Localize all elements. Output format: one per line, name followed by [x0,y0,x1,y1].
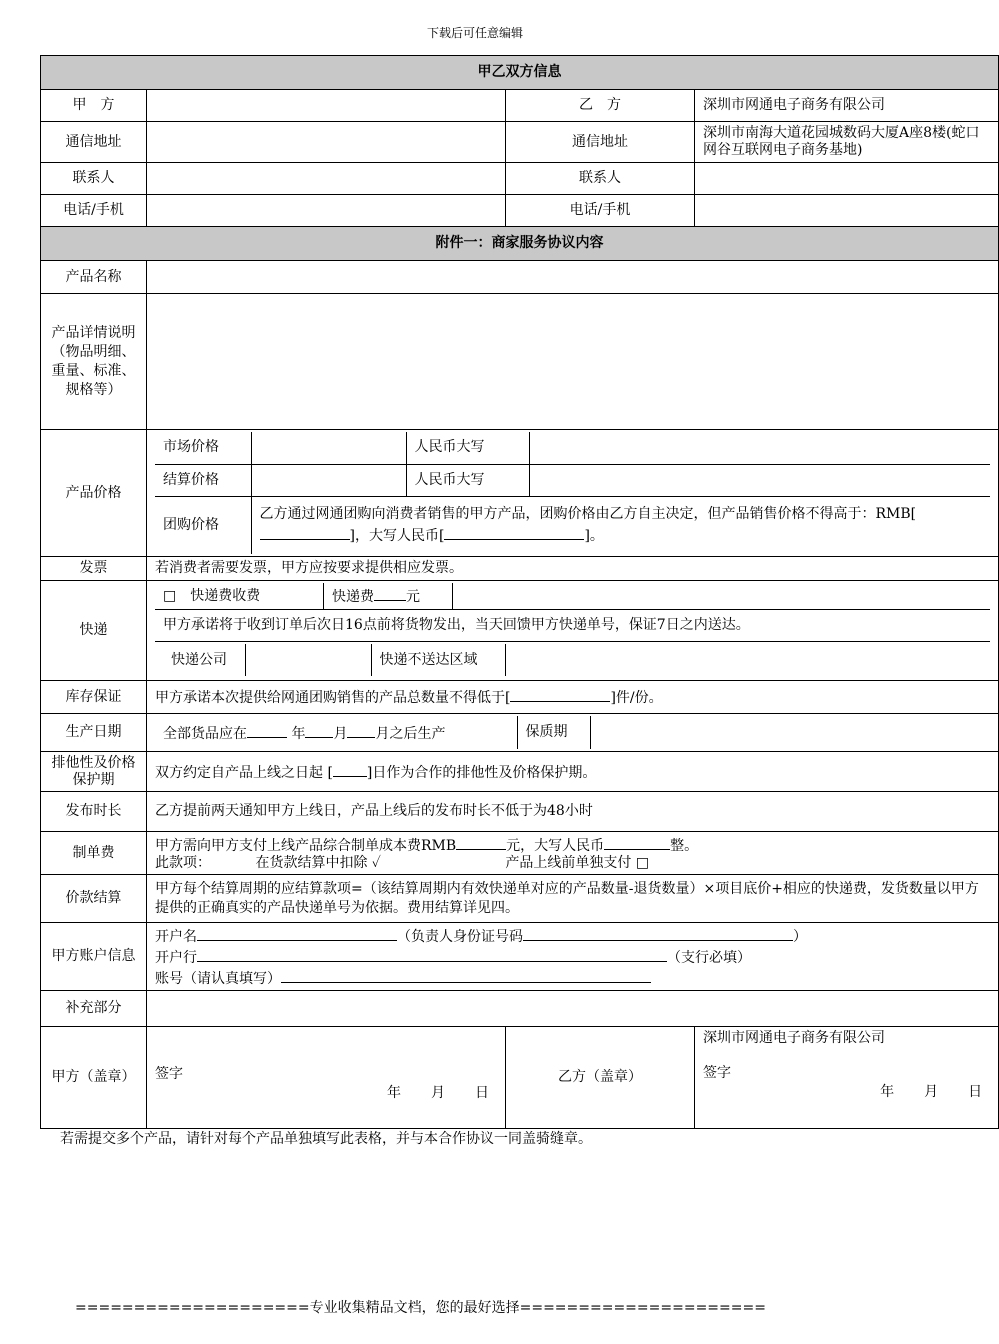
party-b-label: 乙 方 [506,90,695,122]
settle-price-label: 结算价格 [155,464,251,496]
express-company-field[interactable] [245,644,371,676]
party-a-address-field[interactable] [147,122,506,163]
product-detail-label: 产品详情说明（物品明细、重量、标准、规格等） [41,294,147,430]
stock-label: 库存保证 [41,681,147,714]
production-year-label: 年 [291,725,306,742]
party-a-contact-label: 联系人 [41,163,147,195]
group-price-text-3: ]。 [584,527,604,544]
group-price-rmb-field[interactable] [260,524,350,540]
express-no-area-label: 快递不送达区域 [371,644,505,676]
account-bank-note: （支行必填） [667,950,751,966]
sign-a-block [147,1027,506,1129]
account-block [147,923,999,991]
express-company-label: 快递公司 [171,651,227,668]
footer-note: 若需提交多个产品，请针对每个产品单独填写此表格，并与本合作协议一同盖骑缝章。 [60,1131,592,1147]
account-label: 甲方账户信息 [41,923,147,991]
group-price-label: 团购价格 [163,516,219,533]
market-price-field[interactable] [251,432,406,464]
account-name-label: 开户名 [155,929,197,945]
production-date-text [155,716,517,749]
group-price-text [251,496,990,554]
express-no-area-field[interactable] [505,644,982,676]
express-fee-blank [453,583,991,610]
sign-b-sign-label: 签字 [703,1065,731,1081]
party-b-phone-field[interactable] [695,195,999,227]
exclusive-text-1: 双方约定自产品上线之日起 [ [155,764,333,781]
supplement-label: 补充部分 [41,991,147,1027]
invoice-label: 发票 [41,557,147,581]
stock-text-1: 甲方承诺本次提供给网通团购销售的产品总数量不得低于[ [155,690,511,706]
fee-text-2: 元，大写人民币 [506,838,605,854]
publish-text: 乙方提前两天通知甲方上线日，产品上线后的发布时长不低于为48小时 [147,792,999,832]
agreement-form-table [40,55,999,1129]
fee-text-3: 整。 [670,838,699,854]
settle-price-caps-field[interactable] [529,464,990,496]
party-a-phone-field[interactable] [147,195,506,227]
party-b-contact-label: 联系人 [506,163,695,195]
party-b-phone-label: 电话/手机 [506,195,695,227]
express-company-row [155,642,990,679]
sign-a-sign-label: 签字 [155,1066,183,1082]
fee-caps-field[interactable] [604,834,670,850]
account-id-close: ） [793,929,807,945]
express-fee-checkbox[interactable]: □ 快递费收费 [155,583,324,610]
production-text-2: 月之后生产 [375,725,446,742]
account-number-label: 账号（请认真填写） [155,971,281,987]
sign-a-label: 甲方（盖章） [41,1027,147,1129]
publish-label: 发布时长 [41,792,147,832]
fee-option-deduct[interactable]: 在货款结算中扣除 ✓ [255,855,381,871]
sign-a-month: 月 [431,1085,445,1101]
express-fee-amount [324,583,453,610]
product-detail-field[interactable] [147,294,999,430]
section-title-parties: 甲乙双方信息 [41,56,999,90]
party-b-address-label: 通信地址 [506,122,695,163]
fee-text [147,832,999,875]
fee-text-1: 甲方需向甲方支付上线产品综合制单成本费RMB [155,838,457,854]
product-name-field[interactable] [147,261,999,294]
exclusive-text [147,752,999,792]
shelf-life-label: 保质期 [517,716,590,749]
exclusive-label: 排他性及价格保护期 [41,752,147,792]
production-day-field[interactable] [347,722,375,738]
sign-b-label: 乙方（盖章） [506,1027,695,1129]
settle-price-caps-label: 人民币大写 [406,464,529,496]
sign-b-month: 月 [924,1084,939,1100]
stock-text-2: ]件/份。 [610,690,663,706]
market-price-label: 市场价格 [155,432,251,464]
exclusive-days-field[interactable] [333,761,367,777]
production-block [147,714,999,752]
account-name-field[interactable] [197,925,397,941]
sign-b-company: 深圳市网通电子商务有限公司 [703,1030,885,1046]
fee-rmb-field[interactable] [456,834,506,850]
shelf-life-field[interactable] [590,716,990,749]
express-fee-field[interactable] [374,585,406,601]
market-price-caps-field[interactable] [529,432,990,464]
sign-a-year: 年 [387,1085,401,1101]
party-a-name-field[interactable] [147,90,506,122]
fee-item-label: 此款项： [155,855,211,871]
product-name-label: 产品名称 [41,261,147,294]
group-price-text-1: 乙方通过网通团购向消费者销售的甲方产品，团购价格由乙方自主决定，但产品销售价格不得高于：RMB[ [259,505,917,522]
group-price-text-2: ]，大写人民币[ [349,527,445,544]
stock-text [147,681,999,714]
production-year-field[interactable] [247,722,287,738]
fee-label: 制单费 [41,832,147,875]
price-block [147,430,999,557]
market-price-caps-label: 人民币大写 [406,432,529,464]
section-title-attachment: 附件一：商家服务协议内容 [41,227,999,261]
sign-b-block [695,1027,999,1129]
account-bank-field[interactable] [197,946,667,962]
exclusive-text-2: ]日作为合作的排他性及价格保护期。 [366,764,597,781]
settlement-text: 甲方每个结算周期的应结算款项=（该结算周期内有效快递单对应的产品数量-退货数量）×项目底价+相应的快递费，发货数量以甲方提供的正确真实的产品快递单号为依据。费用结算详见四。 [147,875,999,923]
stock-quantity-field[interactable] [510,686,610,702]
party-a-label: 甲 方 [41,90,147,122]
sign-b-year: 年 [880,1084,895,1100]
party-b-name: 深圳市网通电子商务有限公司 [695,90,999,122]
fee-option-separate[interactable]: 产品上线前单独支付 □ [505,855,650,871]
account-id-field[interactable] [523,925,793,941]
account-bank-label: 开户行 [155,950,197,966]
express-promise: 甲方承诺将于收到订单后次日16点前将货物发出，当天回馈甲方快递单号，保证7日之内送达。 [155,610,990,642]
express-label: 快递 [41,581,147,681]
production-label: 生产日期 [41,714,147,752]
production-month-label: 月 [333,725,348,742]
party-a-address-label: 通信地址 [41,122,147,163]
production-month-field[interactable] [305,722,333,738]
production-text-1: 全部货品应在 [163,725,247,742]
party-b-address: 深圳市南海大道花园城数码大厦A座8楼(蛇口网谷互联网电子商务基地) [695,122,999,163]
header-note: 下载后可任意编辑 [426,26,523,40]
bottom-note: ====================专业收集精品文档，您的最好选择===================== [75,1300,766,1316]
express-block [147,581,999,681]
settlement-label: 价款结算 [41,875,147,923]
express-fee-label: 快递费 [332,589,374,605]
account-number-field[interactable] [281,967,651,983]
party-b-contact-field[interactable] [695,163,999,195]
invoice-text: 若消费者需要发票，甲方应按要求提供相应发票。 [147,557,999,581]
sign-b-day: 日 [968,1084,983,1100]
party-a-phone-label: 电话/手机 [41,195,147,227]
group-price-caps-field[interactable] [444,524,584,540]
settle-price-field[interactable] [251,464,406,496]
supplement-field[interactable] [147,991,999,1027]
price-label: 产品价格 [41,430,147,557]
sign-a-day: 日 [475,1085,489,1101]
account-id-label: （负责人身份证号码 [397,929,523,945]
express-fee-unit: 元 [406,589,420,605]
party-a-contact-field[interactable] [147,163,506,195]
